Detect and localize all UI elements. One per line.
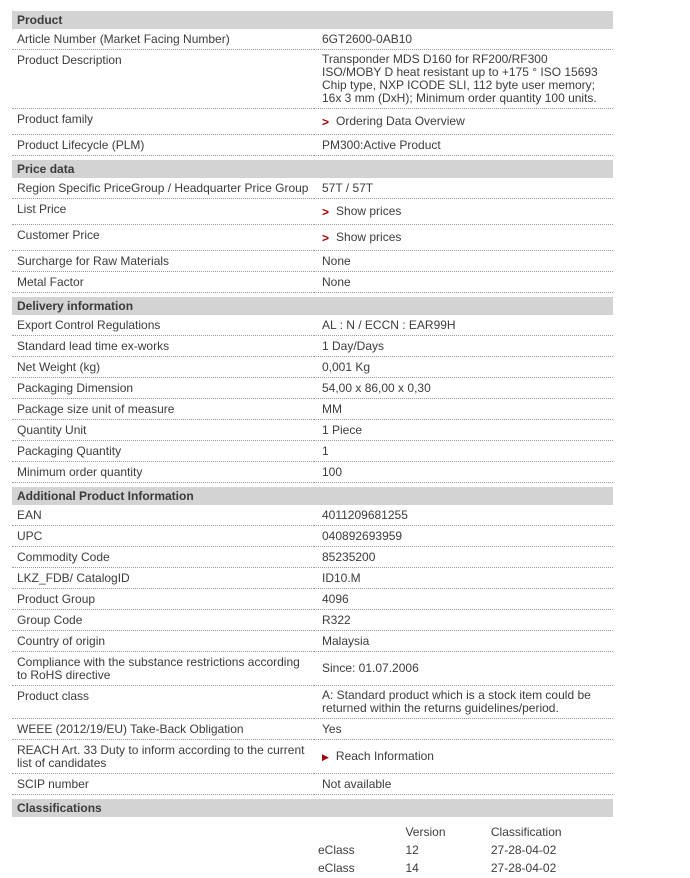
table-row [12, 774, 613, 795]
classification-column-header: Version [405, 825, 446, 839]
section-table-additional-product-information [12, 505, 613, 795]
row-label: Customer Price [12, 225, 314, 251]
row-label: Product Lifecycle (PLM) [12, 135, 314, 156]
table-row [12, 719, 613, 740]
row-value: Yes [314, 719, 613, 740]
table-row [12, 315, 613, 336]
table-row [12, 686, 613, 719]
show-prices-link[interactable] [322, 228, 401, 247]
row-label: Metal Factor [12, 272, 314, 293]
row-value [314, 109, 613, 135]
table-row [12, 357, 613, 378]
row-value [314, 225, 613, 251]
triangle-right-icon: ▶ [322, 751, 329, 762]
row-label: Commodity Code [12, 547, 314, 568]
row-value: 4096 [314, 589, 613, 610]
row-value: MM [314, 399, 613, 420]
row-label: LKZ_FDB/ CatalogID [12, 568, 314, 589]
row-label: Packaging Quantity [12, 441, 314, 462]
table-row [12, 547, 613, 568]
row-value: None [314, 272, 613, 293]
show-prices-link[interactable] [322, 202, 401, 221]
row-label: Compliance with the substance restrictions according to RoHS directive [12, 652, 314, 686]
table-row [12, 225, 613, 251]
table-row [12, 272, 613, 293]
row-label: Packaging Dimension [12, 378, 314, 399]
row-label: Product Description [12, 50, 314, 109]
table-row [12, 505, 613, 526]
section-header-delivery-information: Delivery information [12, 297, 613, 315]
classification-cell: 27-28-04-02 [490, 861, 557, 875]
classification-cell: eClass [318, 861, 355, 875]
table-row [12, 526, 613, 547]
row-value: None [314, 251, 613, 272]
row-value: Not available [314, 774, 613, 795]
row-label: Export Control Regulations [12, 315, 314, 336]
row-value: PM300:Active Product [314, 135, 613, 156]
link-label: Show prices [336, 230, 402, 244]
section-header-price-data: Price data [12, 160, 613, 178]
row-value: 1 Day/Days [314, 336, 613, 357]
chevron-right-icon: > [322, 114, 330, 129]
classifications-table [318, 824, 613, 878]
product-data-sections [12, 11, 613, 795]
table-row [12, 109, 613, 135]
section-table-delivery-information [12, 315, 613, 483]
table-row [12, 135, 613, 156]
classifications-header-row [318, 824, 613, 842]
row-value: A: Standard product which is a stock item could be returned within the returns guidelines/period. [314, 686, 613, 719]
table-row [12, 50, 613, 109]
row-value: 1 Piece [314, 420, 613, 441]
table-row [12, 378, 613, 399]
classification-column-header [318, 824, 405, 842]
row-value: AL : N / ECCN : EAR99H [314, 315, 613, 336]
row-value: Transponder MDS D160 for RF200/RF300 ISO/MOBY D heat resistant up to +175 ° ISO 15693 Chip type, NXP ICODE SLI, 112 byte user memory; 16x 3 mm (DxH); Minimum order quantity 100 units. [314, 50, 613, 109]
table-row [12, 399, 613, 420]
ordering-data-overview-link[interactable] [322, 112, 465, 131]
row-label: Region Specific PriceGroup / Headquarter Price Group [12, 178, 314, 199]
row-label: REACH Art. 33 Duty to inform according to the current list of candidates [12, 740, 314, 774]
row-value: 54,00 x 86,00 x 0,30 [314, 378, 613, 399]
row-value: 1 [314, 441, 613, 462]
classification-row [318, 860, 613, 878]
row-label: Country of origin [12, 631, 314, 652]
row-label: Group Code [12, 610, 314, 631]
row-value: 100 [314, 462, 613, 483]
classification-cell: 27-28-04-02 [490, 843, 557, 857]
row-label: Quantity Unit [12, 420, 314, 441]
row-label: Minimum order quantity [12, 462, 314, 483]
classification-cell: 14 [405, 861, 419, 875]
row-label: Product Group [12, 589, 314, 610]
table-row [12, 420, 613, 441]
table-row [12, 610, 613, 631]
row-label: Product family [12, 109, 314, 135]
table-row [12, 589, 613, 610]
classification-cell: 12 [405, 843, 419, 857]
row-label: Article Number (Market Facing Number) [12, 29, 314, 50]
row-value: 6GT2600-0AB10 [314, 29, 613, 50]
row-label: Standard lead time ex-works [12, 336, 314, 357]
table-row [12, 462, 613, 483]
row-value: 0,001 Kg [314, 357, 613, 378]
table-row [12, 336, 613, 357]
row-label: List Price [12, 199, 314, 225]
table-row [12, 178, 613, 199]
section-header-classifications: Classifications [12, 799, 613, 817]
link-label: Reach Information [335, 749, 434, 763]
row-value: Malaysia [314, 631, 613, 652]
section-header-additional-product-information: Additional Product Information [12, 487, 613, 505]
link-label: Ordering Data Overview [336, 114, 465, 128]
reach-information-link[interactable] [322, 747, 434, 766]
table-row [12, 631, 613, 652]
row-label: Package size unit of measure [12, 399, 314, 420]
row-label: EAN [12, 505, 314, 526]
classification-row [318, 842, 613, 860]
row-value [314, 199, 613, 225]
section-table-product [12, 29, 613, 156]
row-value: R322 [314, 610, 613, 631]
product-data-content [12, 11, 613, 878]
row-value [314, 740, 613, 774]
table-row [12, 568, 613, 589]
row-value: 4011209681255 [314, 505, 613, 526]
table-row [12, 199, 613, 225]
row-value: 040892693959 [314, 526, 613, 547]
chevron-right-icon: > [322, 230, 330, 245]
section-header-product: Product [12, 11, 613, 29]
row-value: 85235200 [314, 547, 613, 568]
row-value: Since: 01.07.2006 [314, 652, 613, 686]
row-value: 57T / 57T [314, 178, 613, 199]
chevron-right-icon: > [322, 204, 330, 219]
table-row [12, 251, 613, 272]
section-table-price-data [12, 178, 613, 293]
row-label: SCIP number [12, 774, 314, 795]
table-row [12, 441, 613, 462]
classification-cell: eClass [318, 843, 355, 857]
row-label: Product class [12, 686, 314, 719]
row-value: ID10.M [314, 568, 613, 589]
table-row [12, 652, 613, 686]
row-label: Surcharge for Raw Materials [12, 251, 314, 272]
classification-column-header: Classification [490, 825, 562, 839]
row-label: WEEE (2012/19/EU) Take-Back Obligation [12, 719, 314, 740]
row-label: Net Weight (kg) [12, 357, 314, 378]
link-label: Show prices [336, 204, 402, 218]
row-label: UPC [12, 526, 314, 547]
table-row [12, 29, 613, 50]
table-row [12, 740, 613, 774]
